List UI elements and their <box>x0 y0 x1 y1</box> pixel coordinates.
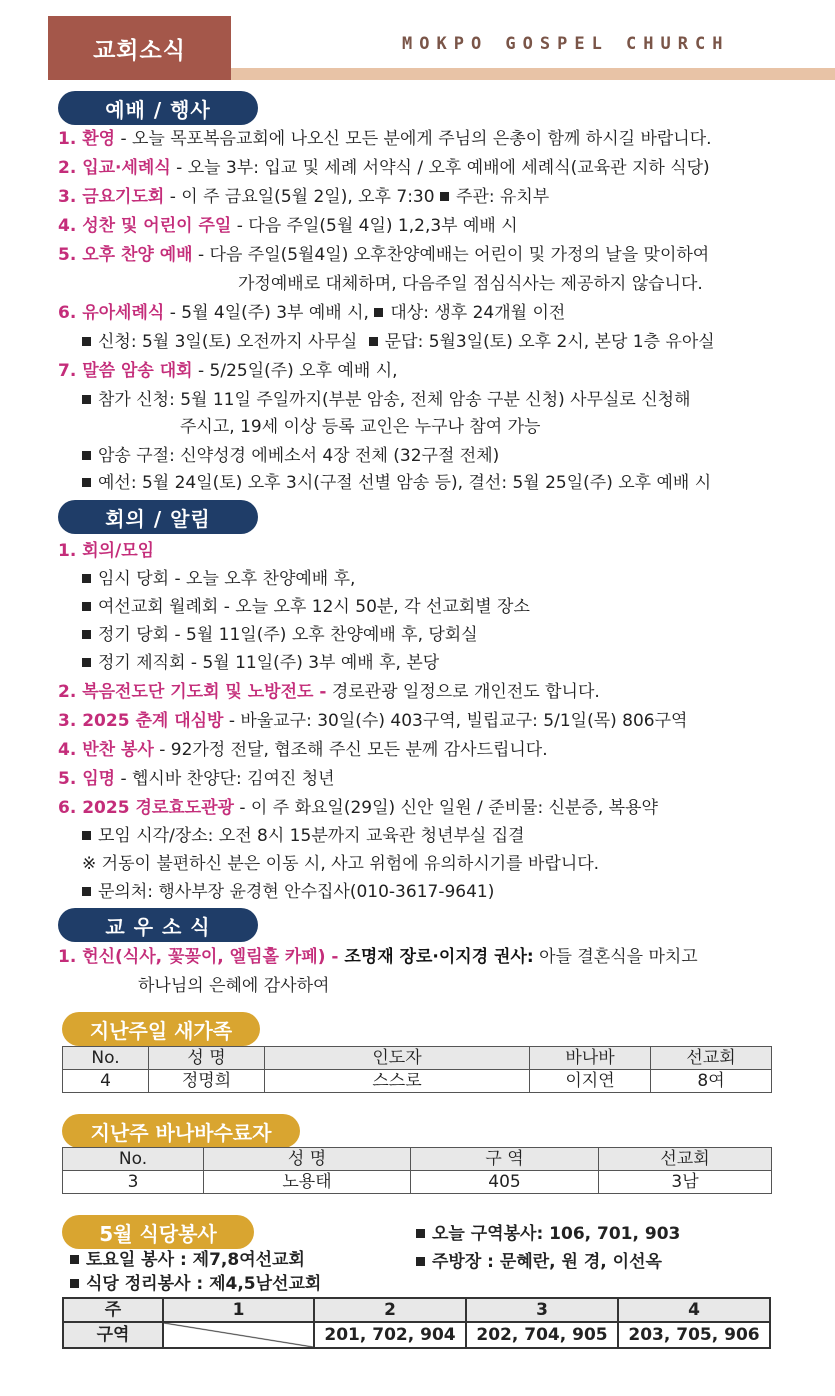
table-cell: 이지연 <box>530 1070 651 1093</box>
table-row <box>63 1171 772 1194</box>
meeting-item-1-b3: 정기 당회 - 5월 11일(주) 오후 찬양예배 후, 당회실 <box>82 624 478 646</box>
week-header: 1 <box>163 1298 314 1322</box>
week-label: 주 <box>63 1298 163 1322</box>
bullet-square <box>82 337 91 346</box>
worship-item-2: 2. 입교·세례식 - 오늘 3부: 입교 및 세례 서약식 / 오후 예배에 세례식(교육관 지하 식당) <box>58 158 710 178</box>
bullet-square <box>70 1279 79 1288</box>
section-title-barnabas: 지난주 바나바수료자 <box>62 1114 300 1148</box>
section-title-meetings: 회의 / 알림 <box>58 500 258 534</box>
table-cell: 3 <box>63 1171 204 1194</box>
worship-item-6-sub: 신청: 5월 3일(토) 오전까지 사무실 문답: 5월3일(토) 오후 2시, 본당 1층 유아실 <box>82 331 715 353</box>
bullet-square <box>70 1255 79 1264</box>
table-cell: 405 <box>411 1171 599 1194</box>
worship-item-1: 1. 환영 - 오늘 목포복음교회에 나오신 모든 분에게 주님의 은총이 함께 하시길 바랍니다. <box>58 129 712 149</box>
worship-item-7-b2: 암송 구절: 신약성경 에베소서 4장 전체 (32구절 전체) <box>82 445 499 467</box>
table-cell: 202, 704, 905 <box>466 1322 618 1348</box>
food-saturday: 토요일 봉사 : 제7,8여선교회 <box>70 1249 305 1271</box>
food-chef: 주방장 : 문혜란, 원 경, 이선옥 <box>416 1251 662 1273</box>
worship-item-5: 5. 오후 찬양 예배 - 다음 주일(5월4일) 오후찬양예배는 어린이 및 가정의 날을 맞이하여 <box>58 245 710 265</box>
table-header-row <box>63 1148 772 1171</box>
bullet-square <box>369 337 378 346</box>
header-tab: 교회소식 <box>48 16 231 80</box>
food-schedule-table <box>62 1297 771 1349</box>
table-cell: 정명희 <box>149 1070 265 1093</box>
meeting-item-3: 3. 2025 춘계 대심방 - 바울교구: 30일(수) 403구역, 빌립교구: 5/1일(목) 806구역 <box>58 711 688 731</box>
barnabas-table <box>62 1147 772 1194</box>
col-header: 선교회 <box>651 1047 772 1070</box>
table-header-row <box>63 1298 770 1322</box>
worship-item-5-cont: 가정예배로 대체하며, 다음주일 점심식사는 제공하지 않습니다. <box>238 274 703 294</box>
section-title-newfamily: 지난주일 새가족 <box>62 1012 260 1046</box>
col-header: 구 역 <box>411 1148 599 1171</box>
meeting-item-2: 2. 복음전도단 기도회 및 노방전도 - 경로관광 일정으로 개인전도 합니다. <box>58 682 600 702</box>
food-cleanup: 식당 정리봉사 : 제4,5남선교회 <box>70 1273 321 1295</box>
section-title-worship: 예배 / 행사 <box>58 91 258 125</box>
bullet-square <box>82 451 91 460</box>
table-cell: 203, 705, 906 <box>618 1322 770 1348</box>
meeting-item-6-b2: 문의처: 행사부장 윤경현 안수집사(010-3617-9641) <box>82 881 494 903</box>
bullet-square <box>82 395 91 404</box>
week-header: 3 <box>466 1298 618 1322</box>
col-header: 선교회 <box>599 1148 772 1171</box>
bullet-square <box>440 192 449 201</box>
week-header: 4 <box>618 1298 770 1322</box>
table-header-row <box>63 1047 772 1070</box>
meeting-item-1-b2: 여선교회 월례회 - 오늘 오후 12시 50분, 각 선교회별 장소 <box>82 596 530 618</box>
table-cell: 8여 <box>651 1070 772 1093</box>
col-header: 성 명 <box>204 1148 411 1171</box>
meeting-item-1: 1. 회의/모임 <box>58 541 155 561</box>
meeting-item-4: 4. 반찬 봉사 - 92가정 전달, 협조해 주신 모든 분께 감사드립니다. <box>58 740 548 760</box>
col-header: 바나바 <box>530 1047 651 1070</box>
bullet-square <box>416 1229 425 1238</box>
worship-item-7-b1: 참가 신청: 5월 11일 주일까지(부분 암송, 전체 암송 구분 신청) 사무실로 신청해 <box>82 389 691 411</box>
meeting-item-6-b1: 모임 시각/장소: 오전 8시 15분까지 교육관 청년부실 집결 <box>82 825 525 847</box>
table-cell: 스스로 <box>265 1070 530 1093</box>
col-header: 인도자 <box>265 1047 530 1070</box>
area-label: 구역 <box>63 1322 163 1348</box>
table-row <box>63 1070 772 1093</box>
worship-item-4: 4. 성찬 및 어린이 주일 - 다음 주일(5월 4일) 1,2,3부 예배 시 <box>58 216 518 236</box>
table-cell: 4 <box>63 1070 149 1093</box>
meeting-item-1-b1: 임시 당회 - 오늘 오후 찬양예배 후, <box>82 568 355 590</box>
worship-item-3: 3. 금요기도회 - 이 주 금요일(5월 2일), 오후 7:30 주관: 유치부 <box>58 187 550 207</box>
bullet-square <box>82 831 91 840</box>
worship-item-7: 7. 말씀 암송 대회 - 5/25일(주) 오후 예배 시, <box>58 361 398 381</box>
meeting-item-5: 5. 임명 - 헵시바 찬양단: 김여진 청년 <box>58 769 335 789</box>
table-cell: 노용태 <box>204 1171 411 1194</box>
bullet-square <box>82 630 91 639</box>
church-name: MOKPO GOSPEL CHURCH <box>402 34 730 54</box>
section-title-food: 5월 식당봉사 <box>62 1215 254 1249</box>
bullet-square <box>82 574 91 583</box>
member-item-1-cont: 하나님의 은혜에 감사하여 <box>138 976 330 996</box>
meeting-item-1-b4: 정기 제직회 - 5월 11일(주) 3부 예배 후, 본당 <box>82 652 439 674</box>
table-cell-empty <box>163 1322 314 1348</box>
table-cell: 201, 702, 904 <box>314 1322 466 1348</box>
worship-item-7-b1-cont: 주시고, 19세 이상 등록 교인은 누구나 참여 가능 <box>180 417 541 437</box>
bullet-square <box>416 1257 425 1266</box>
bullet-square <box>82 602 91 611</box>
table-cell: 3남 <box>599 1171 772 1194</box>
table-row <box>63 1322 770 1348</box>
col-header: No. <box>63 1148 204 1171</box>
col-header: 성 명 <box>149 1047 265 1070</box>
food-today-area: 오늘 구역봉사: 106, 701, 903 <box>416 1223 680 1245</box>
section-title-members: 교 우 소 식 <box>58 908 258 942</box>
meeting-item-6: 6. 2025 경로효도관광 - 이 주 화요일(29일) 신안 일원 / 준비물: 신분증, 복용약 <box>58 798 658 818</box>
member-item-1: 1. 헌신(식사, 꽃꽂이, 엘림홀 카페) - 조명재 장로·이지경 권사: 아들 결혼식을 마치고 <box>58 947 698 967</box>
newfamily-table <box>62 1046 772 1093</box>
worship-item-6: 6. 유아세례식 - 5월 4일(주) 3부 예배 시, 대상: 생후 24개월 이전 <box>58 303 566 323</box>
week-header: 2 <box>314 1298 466 1322</box>
meeting-item-6-note: ※ 거동이 불편하신 분은 이동 시, 사고 위험에 유의하시기를 바랍니다. <box>82 854 600 874</box>
worship-item-7-b3: 예선: 5월 24일(토) 오후 3시(구절 선별 암송 등), 결선: 5월 25일(주) 오후 예배 시 <box>82 472 711 494</box>
bullet-square <box>82 478 91 487</box>
bullet-square <box>82 887 91 896</box>
bullet-square <box>82 658 91 667</box>
bullet-square <box>374 308 383 317</box>
col-header: No. <box>63 1047 149 1070</box>
